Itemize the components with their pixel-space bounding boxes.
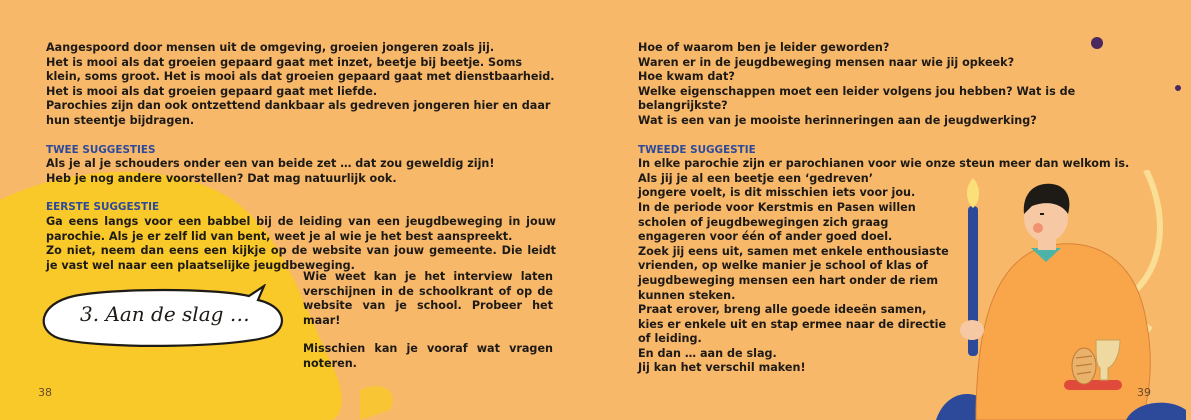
tweede-line: of leiding.	[638, 332, 702, 346]
tweede-line: En dan … aan de slag.	[638, 346, 777, 360]
tweede-line: In elke parochie zijn er parochianen voor wie onze steun meer dan welkom is.	[638, 157, 1130, 171]
question: Waren er in de jeugdbeweging mensen naar wie jij opkeek?	[638, 55, 1015, 69]
tweede-line: engageren voor één of ander goed doel.	[638, 230, 893, 244]
tweede-line: vrienden, op welke manier je school of klas of	[638, 259, 928, 273]
question: Hoe kwam dat?	[638, 70, 735, 84]
section-title: 3. Aan de slag …	[80, 302, 250, 326]
tweede-line: In de periode voor Kerstmis en Pasen willen	[638, 200, 916, 214]
tweede-line: Praat erover, breng alle goede ideeën samen,	[638, 303, 927, 317]
page-number-right: 39	[1137, 386, 1151, 399]
intro-text	[46, 41, 556, 273]
interview-text	[303, 270, 553, 372]
tweede-line: scholen of jeugdbewegingen zich graag	[638, 215, 889, 229]
tweede-line: Zoek jij eens uit, samen met enkele enthousiaste	[638, 244, 949, 258]
eerste-paragraph-2: Zo niet, neem dan eens een kijkje op de website van jouw gemeente. Die leidt je vast wel naar een plaatselijke jeugdbeweging.	[46, 244, 556, 272]
question: Welke eigenschappen moet een leider volgens jou hebben? Wat is de belangrijkste?	[638, 84, 1076, 113]
tweede-line: jeugdbeweging mensen een hart onder de riem	[638, 273, 939, 287]
tweede-line: Jij kan het verschil maken!	[638, 361, 806, 375]
purple-dot-decoration	[1090, 36, 1104, 50]
question: Hoe of waarom ben je leider geworden?	[638, 41, 890, 54]
small-dot-decoration	[1174, 84, 1182, 92]
intro-line: Het is mooi als dat groeien gepaard gaat met liefde.	[46, 84, 378, 98]
interview-paragraph: Wie weet kan je het interview laten verschijnen in de schoolkrant of op de website van je school. Probeer het maar!	[303, 270, 553, 327]
twee-line: Als je al je schouders onder een van beide zet … dat zou geweldig zijn!	[46, 157, 495, 171]
twee-suggesties-heading: TWEE SUGGESTIES	[46, 143, 156, 156]
twee-line: Heb je nog andere voorstellen? Dat mag natuurlijk ook.	[46, 171, 397, 185]
intro-line: Parochies zijn dan ook ontzettend dankbaar als gedreven jongeren hier en daar hun steentje bijdragen.	[46, 99, 551, 127]
leader-illustration	[936, 170, 1186, 420]
tweede-line: kunnen steken.	[638, 288, 736, 302]
question: Wat is een van je mooiste herinneringen aan de jeugdwerking?	[638, 113, 1037, 127]
intro-line: Aangespoord door mensen uit de omgeving, groeien jongeren zoals jij.	[46, 41, 495, 54]
tweede-suggestie-heading: TWEEDE SUGGESTIE	[638, 143, 756, 156]
left-page	[0, 0, 595, 420]
page-number-left: 38	[38, 386, 52, 399]
eerste-suggestie-heading: EERSTE SUGGESTIE	[46, 201, 160, 214]
tweede-line: kies er enkele uit en stap ermee naar de directie	[638, 317, 947, 331]
vragen-paragraph: Misschien kan je vooraf wat vragen noteren.	[303, 342, 553, 370]
right-page	[596, 0, 1191, 420]
eerste-paragraph-1: Ga eens langs voor een babbel bij de leiding van een jeugdbeweging in jouw parochie. Als je er zelf lid van bent, weet je al wie je het best aanspreekt.	[46, 214, 556, 243]
tweede-line: jongere voelt, is dit misschien iets voor jou.	[638, 186, 916, 200]
tweede-line: Als jij je al een beetje een ‘gedreven’	[638, 171, 874, 185]
intro-line: Het is mooi als dat groeien gepaard gaat met inzet, beetje bij beetje. Soms klein, soms groot. Het is mooi als dat groeien gepaard gaat met dienstbaarheid.	[46, 55, 555, 84]
